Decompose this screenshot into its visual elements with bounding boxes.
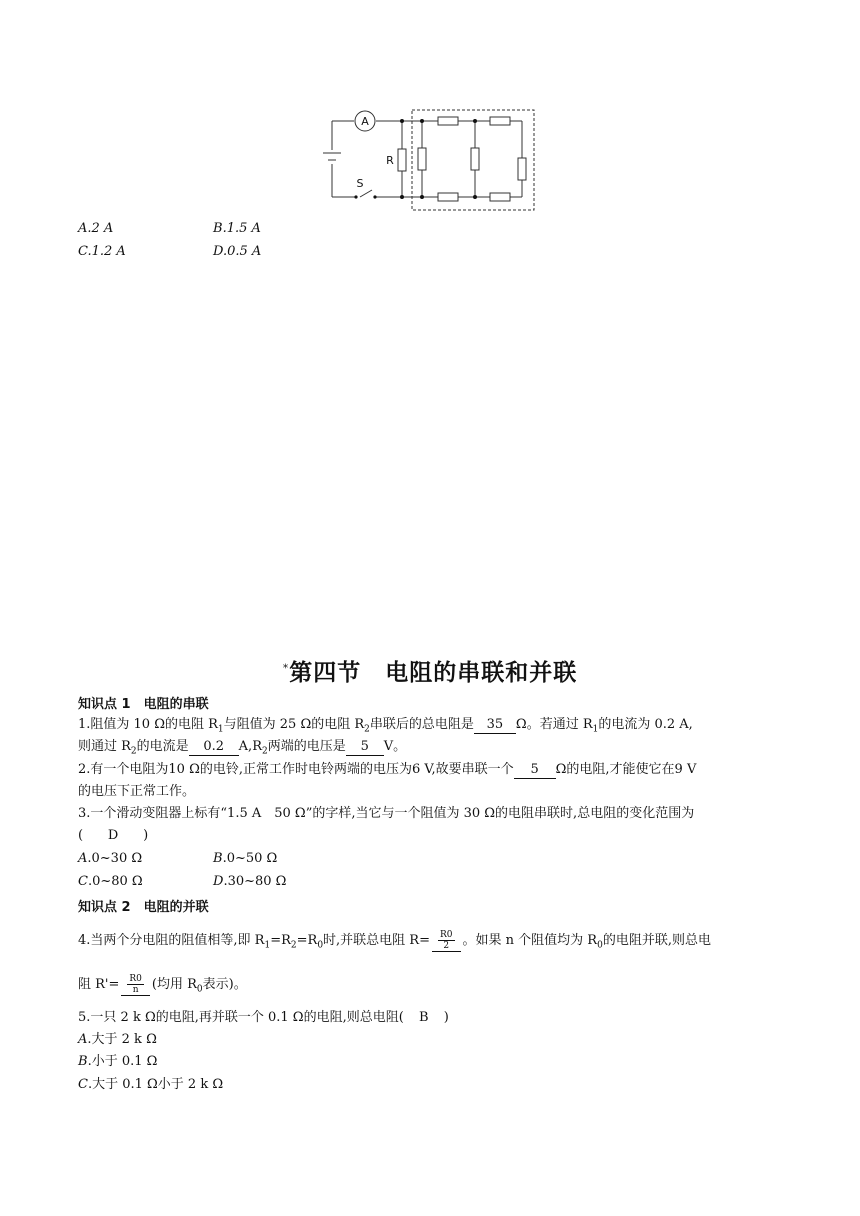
q1-answer-2: 0.2 bbox=[189, 739, 239, 756]
q2-line1: 2.有一个电阻为10 Ω的电铃,正常工作时电铃两端的电压为6 V,故要串联一个 5 Ω的电阻,才能使它在9 V bbox=[78, 762, 697, 777]
q1-line2: 则通过 $R_2$的电流是 0.2 $A,R_2$两端的电压是 5 V。 bbox=[78, 739, 407, 757]
q2-line2: 的电压下正常工作。 bbox=[78, 784, 196, 799]
q3-option-d: D.30~80 Ω bbox=[213, 874, 287, 889]
q1-answer-3: 5 bbox=[346, 739, 384, 756]
section-title: *第四节 电阻的串联和并联 bbox=[282, 660, 578, 686]
ammeter-label: A bbox=[361, 115, 369, 128]
knowledge-point-1-heading: 知识点 1 电阻的串联 bbox=[78, 697, 209, 712]
circuit-diagram bbox=[320, 104, 540, 216]
q4-line2: 阻 R'= $\frac{R0}{n}$ (均用 $R_0$表示)。 bbox=[78, 973, 247, 995]
q3-answer: D bbox=[107, 828, 119, 843]
q2-answer: 5 bbox=[514, 762, 556, 779]
q3-option-c: C.0~80 Ω bbox=[78, 874, 143, 889]
q3-option-a: A.0~30 Ω bbox=[78, 851, 143, 866]
prev-option-a: A.2 A bbox=[78, 221, 114, 236]
prev-option-d: D.0.5 A bbox=[213, 244, 262, 259]
q1-line1: 1.阻值为 10 Ω的电阻 $R_1$与阻值为 25 Ω的电阻 $R_2$串联后的总电阻是 35 Ω。若通过 $R_1$的电流为 0.2 A, bbox=[78, 717, 693, 735]
q3-line2: ( D ) bbox=[78, 826, 148, 846]
resistor-label: R bbox=[386, 154, 394, 167]
q3-line1: 3.一个滑动变阻器上标有“1.5 A 50 Ω”的字样,当它与一个阻值为 30 Ω的电阻串联时,总电阻的变化范围为 bbox=[78, 806, 695, 821]
q5-option-c: C.大于 0.1 Ω小于 2 k Ω bbox=[78, 1077, 224, 1092]
q5-option-a: A.大于 2 k Ω bbox=[78, 1032, 157, 1047]
q4-answer-1: $\frac{R0}{2}$ bbox=[432, 930, 461, 952]
q3-option-b: B.0~50 Ω bbox=[213, 851, 278, 866]
prev-option-c: C.1.2 A bbox=[78, 244, 126, 259]
prev-option-b: B.1.5 A bbox=[213, 221, 261, 236]
q4-answer-2: $\frac{R0}{n}$ bbox=[121, 974, 150, 996]
switch-label: S bbox=[356, 177, 364, 190]
q4-line1: 4.当两个分电阻的阻值相等,即 $R_1=R_2=R_0$时,并联总电阻 R= $\frac{R0}{2}$ 。如果 n 个阻值均为 $R_0$的电阻并联,则总电 bbox=[78, 929, 711, 951]
q1-answer-1: 35 bbox=[474, 717, 516, 734]
q5-option-b: B.小于 0.1 Ω bbox=[78, 1054, 158, 1069]
q5-line1: 5.一只 2 k Ω的电阻,再并联一个 0.1 Ω的电阻,则总电阻( B ) bbox=[78, 1008, 449, 1028]
knowledge-point-2-heading: 知识点 2 电阻的并联 bbox=[78, 900, 209, 915]
q5-answer: B bbox=[419, 1010, 429, 1025]
